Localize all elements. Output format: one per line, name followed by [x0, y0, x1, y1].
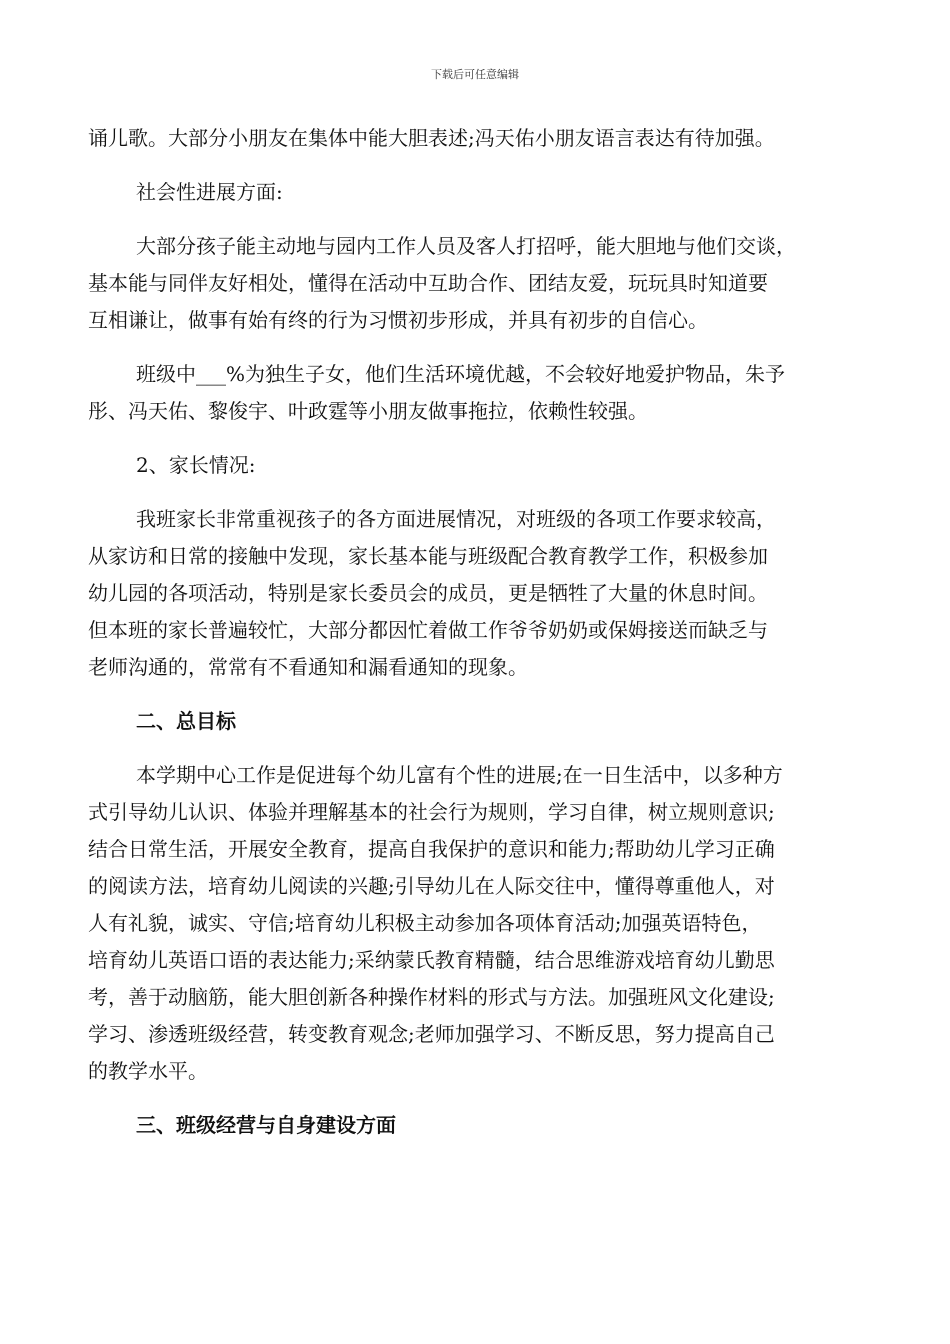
text-line: 的教学水平。	[88, 1059, 208, 1083]
text-line: 基本能与同伴友好相处，懂得在活动中互助合作、团结友爱，玩玩具时知道要	[88, 271, 768, 295]
text-line: 式引导幼儿认识、体验并理解基本的社会行为规则，学习自律，树立规则意识;	[88, 800, 775, 824]
page-header-caption: 下载后可任意编辑	[431, 68, 519, 81]
paragraph-parents	[88, 501, 858, 686]
text-line: 班级中___%为独生子女，他们生活环境优越，不会较好地爱护物品，朱予	[136, 362, 786, 386]
text-line: 人有礼貌，诚实、守信;培育幼儿积极主动参加各项体育活动;加强英语特色，	[88, 911, 762, 935]
text-line: 诵儿歌。大部分小朋友在集体中能大胆表述;冯天佑小朋友语言表达有待加强。	[88, 126, 775, 150]
text-line: 幼儿园的各项活动，特别是家长委员会的成员，更是牺牲了大量的休息时间。	[88, 581, 768, 605]
text-line: 培育幼儿英语口语的表达能力;采纳蒙氏教育精髓，结合思维游戏培育幼儿勤思	[88, 948, 775, 972]
text-line: 从家访和日常的接触中发现，家长基本能与班级配合教育教学工作，积极参加	[88, 544, 768, 568]
paragraph-parents-heading	[88, 447, 858, 484]
text-line: 互相谦让，做事有始有终的行为习惯初步形成，并具有初步的自信心。	[88, 308, 708, 332]
document-body	[88, 120, 858, 1161]
paragraph-social-development-heading	[88, 174, 858, 211]
text-line: 2、家长情况:	[136, 453, 256, 477]
paragraph-continuation	[88, 120, 858, 157]
text-line: 老师沟通的，常常有不看通知和漏看通知的现象。	[88, 655, 528, 679]
section-heading-overall-goals: 二、总目标	[136, 709, 236, 733]
text-line: 社会性进展方面:	[136, 180, 283, 204]
text-line: 结合日常生活，开展安全教育，提高自我保护的意识和能力;帮助幼儿学习正确	[88, 837, 775, 861]
paragraph-only-children	[88, 356, 858, 430]
text-line: 大部分孩子能主动地与园内工作人员及客人打招呼，能大胆地与他们交谈，	[136, 234, 796, 258]
text-line: 但本班的家长普遍较忙，大部分都因忙着做工作爷爷奶奶或保姆接送而缺乏与	[88, 618, 768, 642]
paragraph-overall-goals	[88, 757, 858, 1090]
text-line: 考，善于动脑筋，能大胆创新各种操作材料的形式与方法。加强班风文化建设;	[88, 985, 775, 1009]
text-line: 我班家长非常重视孩子的各方面进展情况，对班级的各项工作要求较高，	[136, 507, 776, 531]
text-line: 彤、冯天佑、黎俊宇、叶政霆等小朋友做事拖拉，依赖性较强。	[88, 399, 648, 423]
text-line: 本学期中心工作是促进每个幼儿富有个性的进展;在一日生活中，以多种方	[136, 763, 783, 787]
text-line: 的阅读方法，培育幼儿阅读的兴趣;引导幼儿在人际交往中，懂得尊重他人，对	[88, 874, 775, 898]
paragraph-social-development	[88, 228, 858, 339]
section-heading-class-management: 三、班级经营与自身建设方面	[136, 1113, 396, 1137]
text-line: 学习、渗透班级经营，转变教育观念;老师加强学习、不断反思，努力提高自己	[88, 1022, 775, 1046]
